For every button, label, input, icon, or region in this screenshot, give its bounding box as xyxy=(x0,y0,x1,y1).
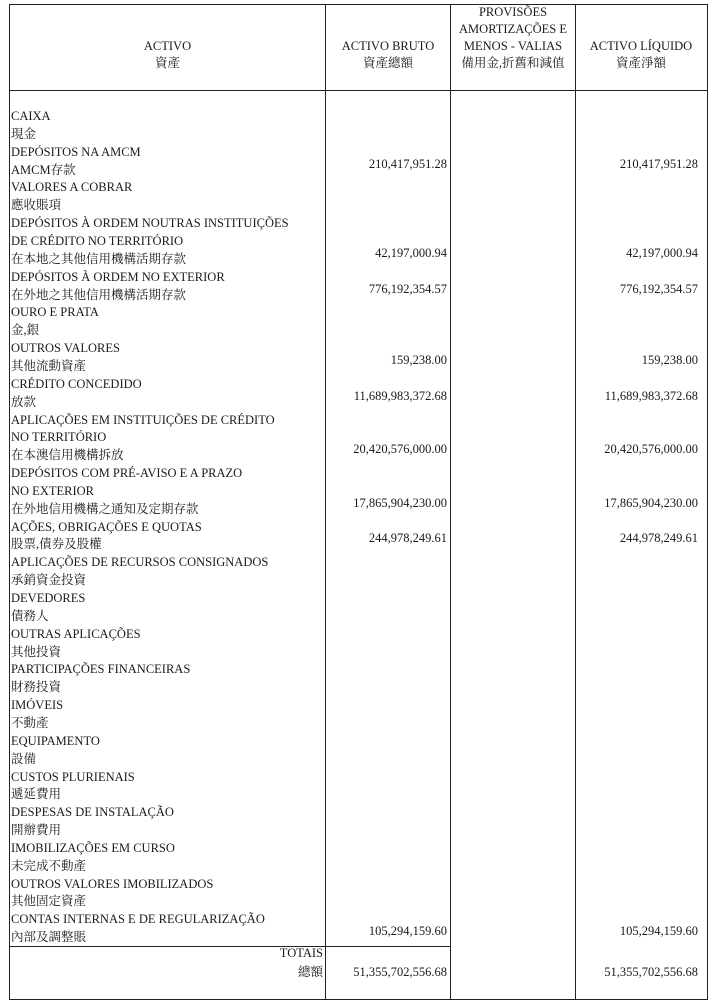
row-gross-value: 105,294,159.60 xyxy=(368,924,447,939)
row-label-pt: CONTAS INTERNAS E DE REGULARIZAÇÃO xyxy=(11,912,265,927)
row-label-pt: OUTROS VALORES xyxy=(11,341,120,356)
header-activo-bruto-pt: ACTIVO BRUTO xyxy=(341,39,435,53)
header-provisoes-line1: PROVISÕES xyxy=(478,5,548,19)
row-gross-value: 159,238.00 xyxy=(390,352,447,367)
row-gross-value: 20,420,576,000.00 xyxy=(353,442,447,457)
row-label-zh: AMCM存款 xyxy=(11,162,76,177)
header-activo-pt: ACTIVO xyxy=(143,39,192,53)
row-label-zh: 在外地之其他信用機構活期存款 xyxy=(11,287,187,302)
row-label-zh: 在本地之其他信用機構活期存款 xyxy=(11,251,187,266)
totals-label-pt: TOTAIS xyxy=(279,946,323,960)
row-label-zh: 現金 xyxy=(11,126,37,141)
row-label-pt: DEPÓSITOS COM PRÉ-AVISO E A PRAZO xyxy=(11,466,243,480)
header-activo-zh: 資產 xyxy=(154,56,180,70)
row-label-zh: 財務投資 xyxy=(11,680,62,695)
row-label-zh: 在本澳信用機構拆放 xyxy=(11,448,124,463)
header-provisoes-line2: AMORTIZAÇÕES E xyxy=(459,22,567,36)
row-label-zh: 未完成不動產 xyxy=(11,858,87,873)
row-label-pt: DEPÓSITOS NA AMCM xyxy=(11,144,141,159)
row-label-zh: 金,銀 xyxy=(11,323,40,338)
row-net-value: 210,417,951.28 xyxy=(619,156,698,171)
row-net-value: 105,294,159.60 xyxy=(619,924,698,939)
row-net-value: 11,689,983,372.68 xyxy=(604,388,698,403)
row-label-pt: OUTRAS APLICAÇÕES xyxy=(11,626,141,641)
row-label-pt: DEPÓSITOS À ORDEM NOUTRAS INSTITUIÇÕES xyxy=(11,216,289,231)
row-net-value: 244,978,249.61 xyxy=(619,531,698,546)
row-label-pt: OURO E PRATA xyxy=(11,305,99,320)
column-divider-3 xyxy=(575,4,576,999)
row-gross-value: 17,865,904,230.00 xyxy=(353,495,447,510)
header-activo-bruto-zh: 資產總額 xyxy=(362,56,413,70)
row-label-zh: 股票,債券及股權 xyxy=(11,537,102,552)
row-label-zh: 其他流動資產 xyxy=(11,358,87,373)
header-provisoes-line3: MENOS - VALIAS xyxy=(463,39,563,53)
row-gross-value: 776,192,354.57 xyxy=(368,281,447,296)
header-activo-liquido xyxy=(576,38,706,72)
header-activo-liquido-pt: ACTIVO LÍQUIDO xyxy=(589,39,693,53)
row-net-value: 42,197,000.94 xyxy=(626,245,698,260)
row-label-pt: VALORES A COBRAR xyxy=(11,180,133,195)
row-label-pt: EQUIPAMENTO xyxy=(11,733,100,748)
row-gross-value: 244,978,249.61 xyxy=(368,531,447,546)
header-activo xyxy=(10,38,325,72)
row-label-zh: 應收賬項 xyxy=(11,198,62,213)
row-label-pt: APLICAÇÕES DE RECURSOS CONSIGNADOS xyxy=(11,555,269,570)
row-gross-value: 11,689,983,372.68 xyxy=(353,388,447,403)
header-provisoes-zh: 備用金,折舊和減值 xyxy=(461,56,565,70)
row-label-zh: 開辦費用 xyxy=(11,823,62,837)
totals-net-value: 51,355,702,556.68 xyxy=(604,965,698,979)
row-label-zh: 不動產 xyxy=(11,715,49,730)
row-label-zh: 設備 xyxy=(11,751,37,766)
row-label-pt-continued: NO TERRITÓRIO xyxy=(11,430,107,445)
row-label-zh: 放款 xyxy=(11,394,37,409)
row-label-zh: 債務人 xyxy=(11,608,49,623)
row-net-value: 17,865,904,230.00 xyxy=(604,495,698,510)
totals-label-zh: 總額 xyxy=(297,965,323,979)
row-label-pt-continued: NO EXTERIOR xyxy=(11,483,94,498)
row-net-value: 776,192,354.57 xyxy=(619,281,698,296)
row-label-pt: DESPESAS DE INSTALAÇÃO xyxy=(11,805,174,820)
row-label-pt-continued: DE CRÉDITO NO TERRITÓRIO xyxy=(11,233,184,248)
header-activo-liquido-zh: 資產淨額 xyxy=(615,56,666,70)
row-label-pt: PARTICIPAÇÕES FINANCEIRAS xyxy=(11,662,191,677)
row-label-zh: 遞延費用 xyxy=(11,787,62,802)
row-gross-value: 42,197,000.94 xyxy=(375,245,447,260)
header-provisoes xyxy=(451,4,575,72)
row-label-zh: 承銷資金投資 xyxy=(11,573,87,588)
row-label-pt: CRÉDITO CONCEDIDO xyxy=(11,376,142,391)
row-label-pt: IMOBILIZAÇÕES EM CURSO xyxy=(11,840,175,855)
row-net-value: 159,238.00 xyxy=(641,352,698,367)
row-net-value: 20,420,576,000.00 xyxy=(604,442,698,457)
row-gross-value: 210,417,951.28 xyxy=(368,156,447,171)
row-label-pt: APLICAÇÕES EM INSTITUIÇÕES DE CRÉDITO xyxy=(11,412,275,427)
row-label-zh: 內部及調整賬 xyxy=(11,930,87,945)
row-label-pt: CAIXA xyxy=(11,109,51,123)
totals-gross-value: 51,355,702,556.68 xyxy=(353,965,447,979)
totals-label xyxy=(280,944,323,982)
row-label-zh: 在外地信用機構之通知及定期存款 xyxy=(11,501,199,516)
row-label-pt: DEVEDORES xyxy=(11,591,86,605)
column-divider-1 xyxy=(325,4,326,999)
row-label-pt: OUTROS VALORES IMOBILIZADOS xyxy=(11,876,214,891)
row-label-zh: 其他固定資產 xyxy=(11,894,87,909)
row-label-zh: 其他投資 xyxy=(11,644,62,659)
row-label-pt: DEPÓSITOS À ORDEM NO EXTERIOR xyxy=(11,269,225,284)
header-divider xyxy=(9,90,707,91)
row-label-pt: IMÓVEIS xyxy=(11,698,64,713)
column-divider-2 xyxy=(450,4,451,999)
header-activo-bruto xyxy=(326,38,450,72)
row-label-pt: AÇÕES, OBRIGAÇÕES E QUOTAS xyxy=(11,519,202,534)
row-label-pt: CUSTOS PLURIENAIS xyxy=(11,769,135,784)
